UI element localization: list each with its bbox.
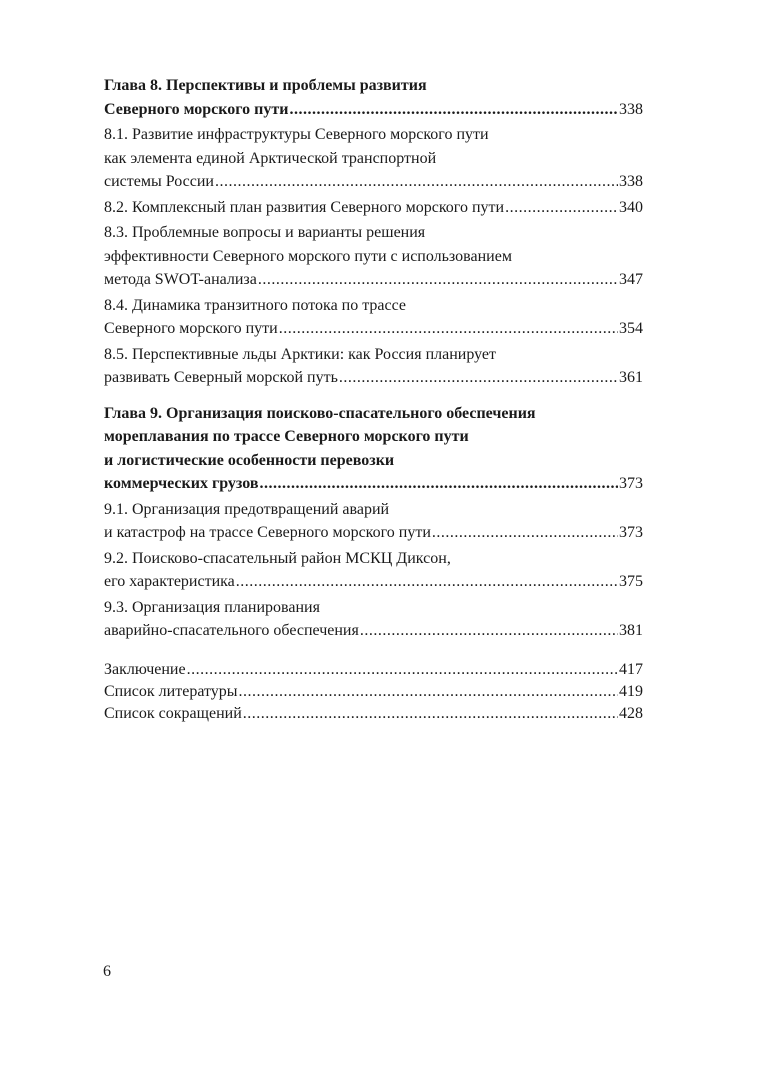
toc-section-9-3 bbox=[104, 596, 643, 643]
toc-line bbox=[104, 570, 643, 594]
toc-line bbox=[104, 123, 643, 147]
page-folio-number: 6 bbox=[103, 963, 111, 980]
toc-line bbox=[104, 449, 643, 473]
dot-leader bbox=[239, 681, 618, 703]
toc-line bbox=[104, 98, 643, 122]
dot-leader bbox=[360, 619, 618, 643]
toc-line bbox=[104, 245, 643, 269]
toc-line bbox=[104, 681, 643, 703]
toc-line bbox=[104, 317, 643, 341]
chapter-title-line: Глава 9. Организация поисково-спасательного обеспечения bbox=[104, 404, 536, 422]
dot-leader bbox=[243, 703, 618, 725]
toc-line bbox=[104, 659, 643, 681]
toc-line bbox=[104, 268, 643, 292]
toc-line bbox=[104, 294, 643, 318]
end-matter-label: Список литературы bbox=[104, 682, 238, 700]
toc-chapter-8 bbox=[104, 74, 643, 121]
chapter-title-line: Северного морского пути bbox=[104, 100, 289, 118]
page-number: 340 bbox=[619, 198, 643, 216]
table-of-contents bbox=[104, 74, 643, 725]
page-number: 354 bbox=[619, 320, 643, 337]
page-number: 381 bbox=[619, 622, 643, 639]
dot-leader bbox=[279, 317, 618, 341]
toc-line bbox=[104, 147, 643, 171]
toc-section-9-1 bbox=[104, 498, 643, 545]
page-number: 347 bbox=[619, 271, 643, 288]
dot-leader bbox=[339, 366, 618, 390]
toc-line bbox=[104, 498, 643, 522]
page-number: 361 bbox=[619, 369, 643, 386]
section-title-line: системы России bbox=[104, 173, 214, 190]
page-number: 428 bbox=[619, 704, 643, 722]
chapter-title-line: коммерческих грузов bbox=[104, 475, 259, 492]
toc-section-8-3 bbox=[104, 221, 643, 292]
section-title-line: 8.1. Развитие инфраструктуры Северного морского пути bbox=[104, 126, 489, 143]
page-number: 419 bbox=[619, 682, 643, 700]
toc-line bbox=[104, 425, 643, 449]
section-title-line: метода SWOT-анализа bbox=[104, 271, 257, 288]
section-title-line: 8.3. Проблемные вопросы и варианты решения bbox=[104, 224, 426, 241]
toc-chapter-9 bbox=[104, 402, 643, 496]
toc-line bbox=[104, 221, 643, 245]
dot-leader bbox=[258, 268, 618, 292]
section-title-line: его характеристика bbox=[104, 573, 235, 590]
toc-section-9-2 bbox=[104, 547, 643, 594]
section-title-line: эффективности Северного морского пути с использованием bbox=[104, 247, 512, 265]
section-title-line: как элемента единой Арктической транспортной bbox=[104, 149, 437, 167]
toc-section-8-2 bbox=[104, 196, 643, 220]
dot-leader bbox=[505, 196, 618, 220]
toc-line bbox=[104, 596, 643, 620]
section-title-line: и катастроф на трассе Северного морского пути bbox=[104, 524, 431, 541]
section-title-line: аварийно-спасательного обеспечения bbox=[104, 622, 359, 639]
chapter-title-line: и логистические особенности перевозки bbox=[104, 451, 395, 469]
toc-line bbox=[104, 619, 643, 643]
section-title-line: Северного морского пути bbox=[104, 320, 278, 337]
section-title-line: 8.2. Комплексный план развития Северного морского пути bbox=[104, 198, 505, 216]
toc-line bbox=[104, 74, 643, 98]
chapter-title-line: Глава 8. Перспективы и проблемы развития bbox=[104, 77, 427, 94]
toc-line bbox=[104, 343, 643, 367]
page-number: 417 bbox=[619, 660, 643, 678]
dot-leader bbox=[215, 170, 618, 194]
page-number: 373 bbox=[619, 475, 643, 492]
end-matter-label: Заключение bbox=[104, 660, 186, 678]
page-number: 338 bbox=[619, 173, 643, 190]
section-title-line: 8.4. Динамика транзитного потока по трассе bbox=[104, 296, 407, 314]
toc-line bbox=[104, 170, 643, 194]
page-number: 375 bbox=[619, 573, 643, 590]
section-title-line: 9.3. Организация планирования bbox=[104, 598, 320, 616]
toc-line bbox=[104, 521, 643, 545]
chapter-title-line: мореплавания по трассе Северного морского пути bbox=[104, 428, 469, 445]
toc-section-8-5 bbox=[104, 343, 643, 390]
dot-leader bbox=[289, 98, 618, 122]
end-matter-label: Список сокращений bbox=[104, 704, 242, 722]
dot-leader bbox=[432, 521, 618, 545]
toc-conclusion bbox=[104, 659, 643, 681]
toc-line bbox=[104, 547, 643, 571]
section-title-line: развивать Северный морской путь bbox=[104, 369, 338, 386]
toc-bibliography bbox=[104, 681, 643, 703]
toc-section-8-4 bbox=[104, 294, 643, 341]
toc-line bbox=[104, 703, 643, 725]
toc-line bbox=[104, 402, 643, 426]
dot-leader bbox=[187, 659, 618, 681]
toc-line bbox=[104, 196, 643, 220]
toc-abbreviations bbox=[104, 703, 643, 725]
toc-line bbox=[104, 366, 643, 390]
section-title-line: 9.2. Поисково-спасательный район МСКЦ Диксон, bbox=[104, 549, 451, 567]
dot-leader bbox=[260, 472, 619, 496]
page-number: 373 bbox=[619, 524, 643, 541]
toc-line bbox=[104, 472, 643, 496]
section-title-line: 9.1. Организация предотвращений аварий bbox=[104, 500, 390, 518]
dot-leader bbox=[236, 570, 618, 594]
toc-section-8-1 bbox=[104, 123, 643, 194]
page-number: 338 bbox=[619, 100, 643, 118]
section-title-line: 8.5. Перспективные льды Арктики: как Россия планирует bbox=[104, 345, 497, 363]
